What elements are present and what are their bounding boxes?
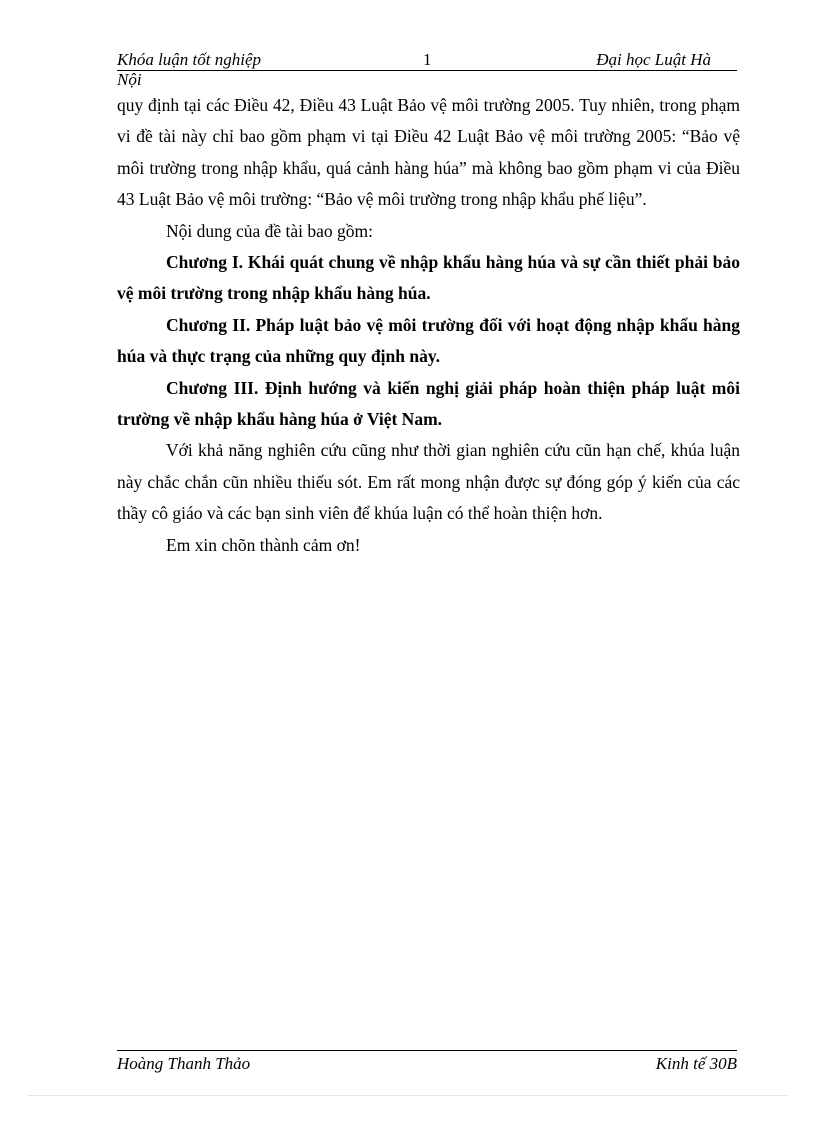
chapter-3-title: Chương III. Định hướng và kiến nghị giải pháp hoàn thiện pháp luật môi trường về nhập khẩu hàng húa ở Việt Nam. (117, 377, 740, 430)
page-boundary-dotted-line (28, 1095, 788, 1096)
paragraph-scope: quy định tại các Điều 42, Điều 43 Luật Bảo vệ môi trường 2005. Tuy nhiên, trong phạm vi đề tài này chỉ bao gồm phạm vi tại Điều 42 Luật Bảo vệ môi trường 2005: “Bảo vệ môi trường trong nhập khẩu, quá cảnh hàng húa” mà không bao gồm phạm vi của Điều 43 Luật Bảo vệ môi trường: “Bảo vệ môi trường trong nhập khẩu phế liệu”. (117, 95, 740, 210)
header-thesis-label: Khóa luận tốt nghiệp (117, 50, 262, 69)
page-number: 1 (423, 50, 432, 69)
page-footer (117, 1050, 737, 1073)
document-body (117, 90, 740, 561)
footer-author: Hoàng Thanh Thảo (117, 1054, 251, 1073)
header-university: Đại học Luật Hà (596, 50, 711, 69)
chapter-2-title: Chương II. Pháp luật bảo vệ môi trường đối với hoạt động nhập khẩu hàng húa và thực trạng của những quy định này. (117, 314, 740, 367)
footer-rule (117, 1050, 737, 1051)
chapter-1-title: Chương I. Khái quát chung về nhập khẩu hàng húa và sự cần thiết phải bảo vệ môi trường trong nhập khẩu hàng húa. (117, 252, 740, 304)
header-university-continued: Nội (117, 70, 142, 89)
header-rule (117, 70, 737, 71)
paragraph-thanks: Em xin chõn thành cảm ơn! (166, 534, 361, 555)
paragraph-limitations: Với khả năng nghiên cứu cũng như thời gian nghiên cứu cũn hạn chế, khúa luận này chắc chắn cũn nhiều thiếu sót. Em rất mong nhận được sự đóng góp ý kiến của các thầy cô giáo và các bạn sinh viên để khúa luận có thể hoàn thiện hơn. (117, 440, 740, 524)
paragraph-contents-intro: Nội dung của đề tài bao gồm: (166, 220, 374, 241)
page-header (117, 50, 737, 90)
footer-class: Kinh tế 30B (655, 1054, 737, 1073)
